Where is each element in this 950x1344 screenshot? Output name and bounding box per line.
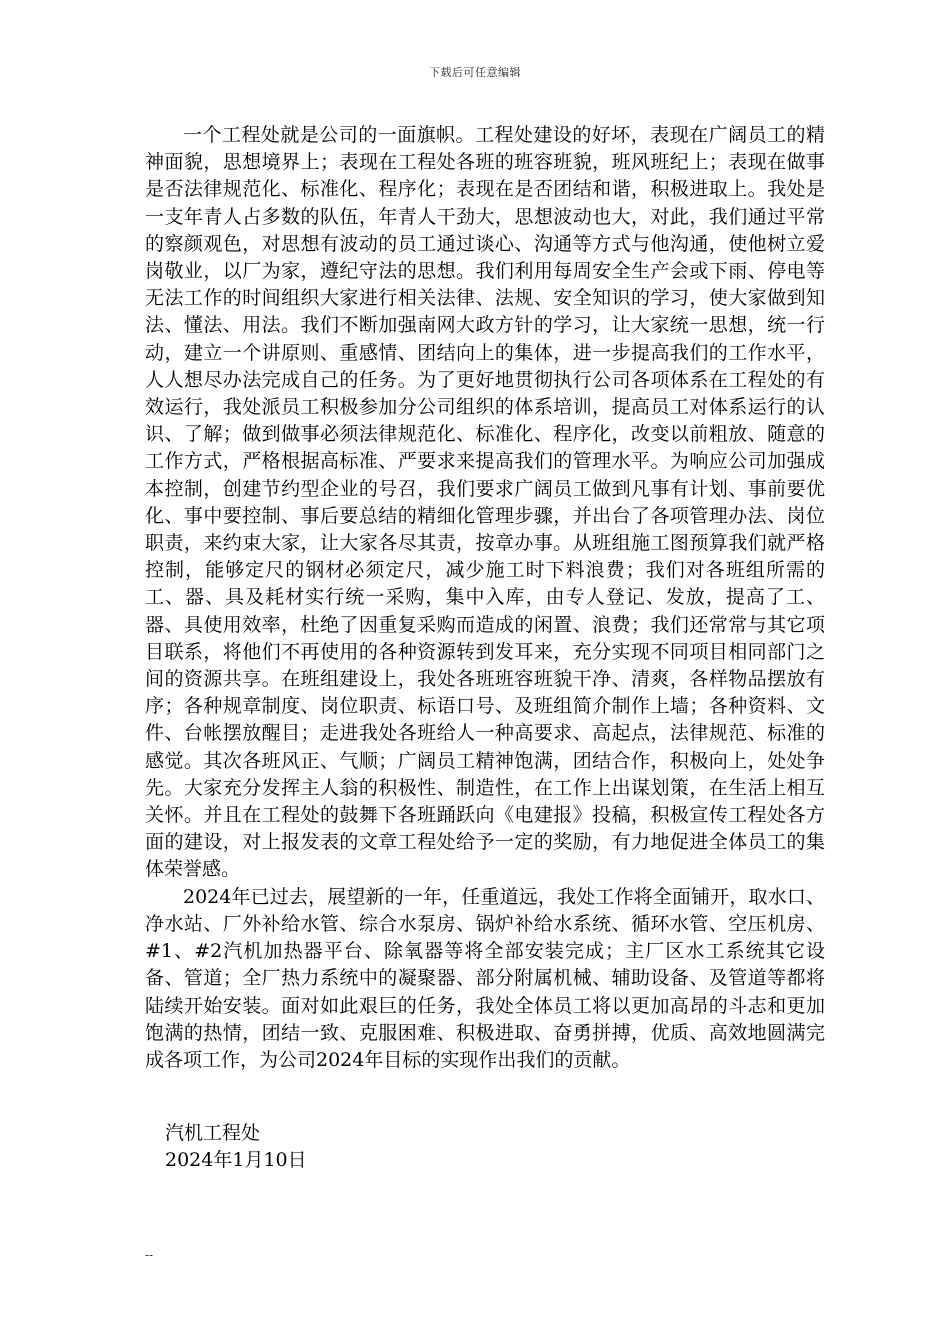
signature-block bbox=[165, 1120, 307, 1174]
page-header: 下载后可任意编辑 bbox=[429, 66, 521, 79]
body-paragraph-2: 2024年已过去，展望新的一年，任重道远，我处工作将全面铺开，取水口、净水站、厂外补给水管、综合水泵房、锅炉补给水系统、循环水管、空压机房、#1、#2汽机加热器平台、除氧器等将全部安装完成；主厂区水工系统其它设备、管道；全厂热力系统中的凝聚器、部分附属机械、辅助设备、及管道等都将陆续开始安装。面对如此艰巨的任务，我处全体员工将以更加高昂的斗志和更加饱满的热情，团结一致、克服困难、积极进取、奋勇拼搏，优质、高效地圆满完成各项工作，为公司2024年目标的实现作出我们的贡献。 bbox=[145, 885, 825, 1071]
footer-mark: -- bbox=[145, 1248, 154, 1262]
body-paragraph-1: 一个工程处就是公司的一面旗帜。工程处建设的好坏，表现在广阔员工的精神面貌，思想境界上；表现在工程处各班的班容班貌，班风班纪上；表现在做事是否法律规范化、标准化、程序化；表现在是否团结和谐，积极进取上。我处是一支年青人占多数的队伍，年青人干劲大，思想波动也大，对此，我们通过平常的察颜观色，对思想有波动的员工通过谈心、沟通等方式与他沟通，使他树立爱岗敬业，以厂为家，遵纪守法的思想。我们利用每周安全生产会或下雨、停电等无法工作的时间组织大家进行相关法律、法规、安全知识的学习，使大家做到知法、懂法、用法。我们不断加强南网大政方针的学习，让大家统一思想，统一行动，建立一个讲原则、重感情、团结向上的集体，进一步提高我们的工作水平，人人想尽办法完成自己的任务。为了更好地贯彻执行公司各项体系在工程处的有效运行，我处派员工积极参加分公司组织的体系培训，提高员工对体系运行的认识、了解；做到做事必须法律规范化、标准化、程序化，改变以前粗放、随意的工作方式，严格根据高标准、严要求来提高我们的管理水平。为响应公司加强成本控制，创建节约型企业的号召，我们要求广阔员工做到凡事有计划、事前要优化、事中要控制、事后要总结的精细化管理步骤，并出台了各项管理办法、岗位职责，来约束大家，让大家各尽其责，按章办事。从班组施工图预算我们就严格控制，能够定尺的钢材必须定尺，减少施工时下料浪费；我们对各班组所需的工、器、具及耗材实行统一采购，集中入库，由专人登记、发放，提高了工、器、具使用效率，杜绝了因重复采购而造成的闲置、浪费；我们还常常与其它项目联系，将他们不再使用的各种资源转到发耳来，充分实现不同项目相同部门之间的资源共享。在班组建设上，我处各班班容班貌干净、清爽，各样物品摆放有序；各种规章制度、岗位职责、标语口号、及班组简介制作上墙；各种资料、文件、台帐摆放醒目；走进我处各班给人一种高要求、高起点，法律规范、标准的感觉。其次各班风正、气顺；广阔员工精神饱满，团结合作，积极向上，处处争先。大家充分发挥主人翁的积极性、制造性，在工作上出谋划策，在生活上相互关怀。并且在工程处的鼓舞下各班踊跃向《电建报》投稿，积极宣传工程处各方面的建设，对上报发表的文章工程处给予一定的奖励，有力地促进全体员工的集体荣誉感。 bbox=[145, 124, 825, 881]
signature-organization: 汽机工程处 bbox=[165, 1122, 261, 1144]
document-body bbox=[145, 122, 825, 1074]
signature-date: 2024年1月10日 bbox=[165, 1149, 307, 1171]
